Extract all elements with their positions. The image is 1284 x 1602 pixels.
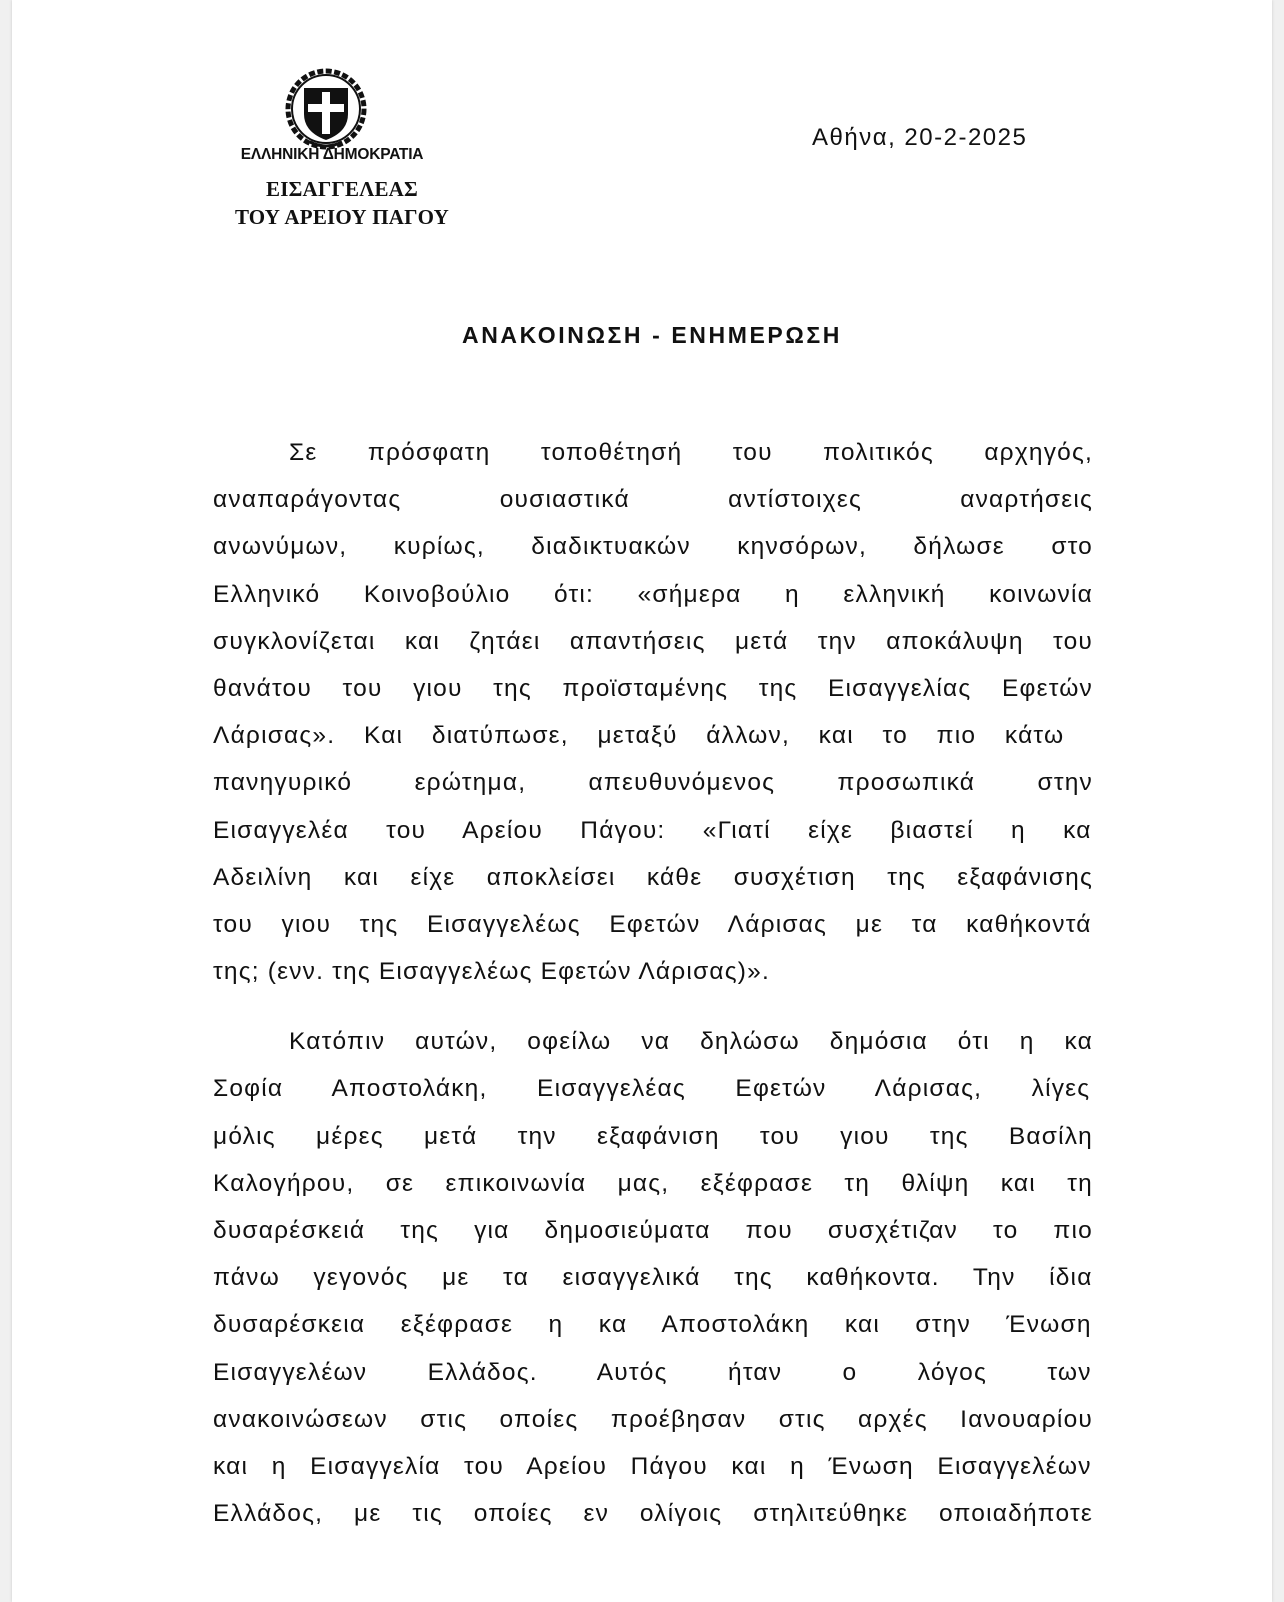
text-line: πανηγυρικό ερώτημα, απευθυνόμενος προσωπικά στην: [213, 769, 1093, 797]
text-line: ανωνύμων, κυρίως, διαδικτυακών κηνσόρων, δήλωσε στο: [213, 533, 1093, 561]
text-line: Λάρισας». Και διατύπωσε, μεταξύ άλλων, και το πιο κάτω: [213, 722, 1065, 750]
authority-line-1: ΕΙΣΑΓΓΕΛΕΑΣ: [266, 177, 418, 201]
text-line: της; (ενν. της Εισαγγελέως Εφετών Λάρισας)».: [213, 958, 770, 986]
paragraph-2: [213, 1018, 1093, 1537]
greek-coat-of-arms-icon: [284, 66, 368, 150]
text-line: δυσαρέσκεια εξέφρασε η κα Αποστολάκη και στην Ένωση: [213, 1311, 1092, 1339]
document-date: Αθήνα, 20-2-2025: [812, 124, 1028, 151]
text-line: Σε πρόσφατη τοποθέτησή του πολιτικός αρχηγός,: [289, 439, 1093, 466]
text-line: μόλις μέρες μετά την εξαφάνιση του γιου της Βασίλη: [213, 1122, 1093, 1150]
document-title: ΑΝΑΚΟΙΝΩΣΗ - ΕΝΗΜΕΡΩΣΗ: [461, 322, 843, 348]
document-body: [213, 429, 1093, 1537]
text-line: Εισαγγελέων Ελλάδος. Αυτός ήταν ο λόγος των: [213, 1358, 1092, 1386]
text-line: Ελλάδος, με τις οποίες εν ολίγοις στηλιτεύθηκε οποιαδήποτε: [213, 1500, 1093, 1528]
text-line: συγκλονίζεται και ζητάει απαντήσεις μετά την αποκάλυψη του: [213, 627, 1093, 655]
text-line: Ελληνικό Κοινοβούλιο ότι: «σήμερα η ελληνική κοινωνία: [213, 580, 1093, 608]
text-line: Καλογήρου, σε επικοινωνία μας, εξέφρασε τη θλίψη και τη: [213, 1169, 1093, 1197]
paragraph-1: [213, 429, 1093, 995]
text-line: Κατόπιν αυτών, οφείλω να δηλώσω δημόσια ότι η κα: [289, 1028, 1093, 1056]
authority-line-2: ΤΟΥ ΑΡΕΙΟΥ ΠΑΓΟΥ: [234, 205, 450, 229]
text-line: Εισαγγελέα του Αρείου Πάγου: «Γιατί είχε βιαστεί η κα: [213, 816, 1092, 844]
text-line: πάνω γεγονός με τα εισαγγελικά της καθήκοντα. Την ίδια: [213, 1264, 1093, 1292]
authority-name: [192, 175, 492, 231]
republic-label: ΕΛΛΗΝΙΚΗ ΔΗΜΟΚΡΑΤΙΑ: [240, 146, 424, 163]
document-page: [12, 0, 1272, 1602]
text-line: αναπαράγοντας ουσιαστικά αντίστοιχες αναρτήσεις: [213, 486, 1093, 514]
text-line: Σοφία Αποστολάκη, Εισαγγελέας Εφετών Λάρισας, λίγες: [213, 1075, 1091, 1103]
text-line: θανάτου του γιου της προϊσταμένης της Εισαγγελίας Εφετών: [213, 674, 1093, 702]
text-line: και η Εισαγγελία του Αρείου Πάγου και η Ένωση Εισαγγελέων: [213, 1452, 1092, 1480]
text-line: Αδειλίνη και είχε αποκλείσει κάθε συσχέτιση της εξαφάνισης: [213, 863, 1093, 891]
text-line: του γιου της Εισαγγελέως Εφετών Λάρισας με τα καθήκοντά: [213, 910, 1092, 938]
text-line: ανακοινώσεων στις οποίες προέβησαν στις αρχές Ιανουαρίου: [213, 1405, 1093, 1433]
text-line: δυσαρέσκειά της για δημοσιεύματα που συσχέτιζαν το πιο: [213, 1217, 1093, 1244]
